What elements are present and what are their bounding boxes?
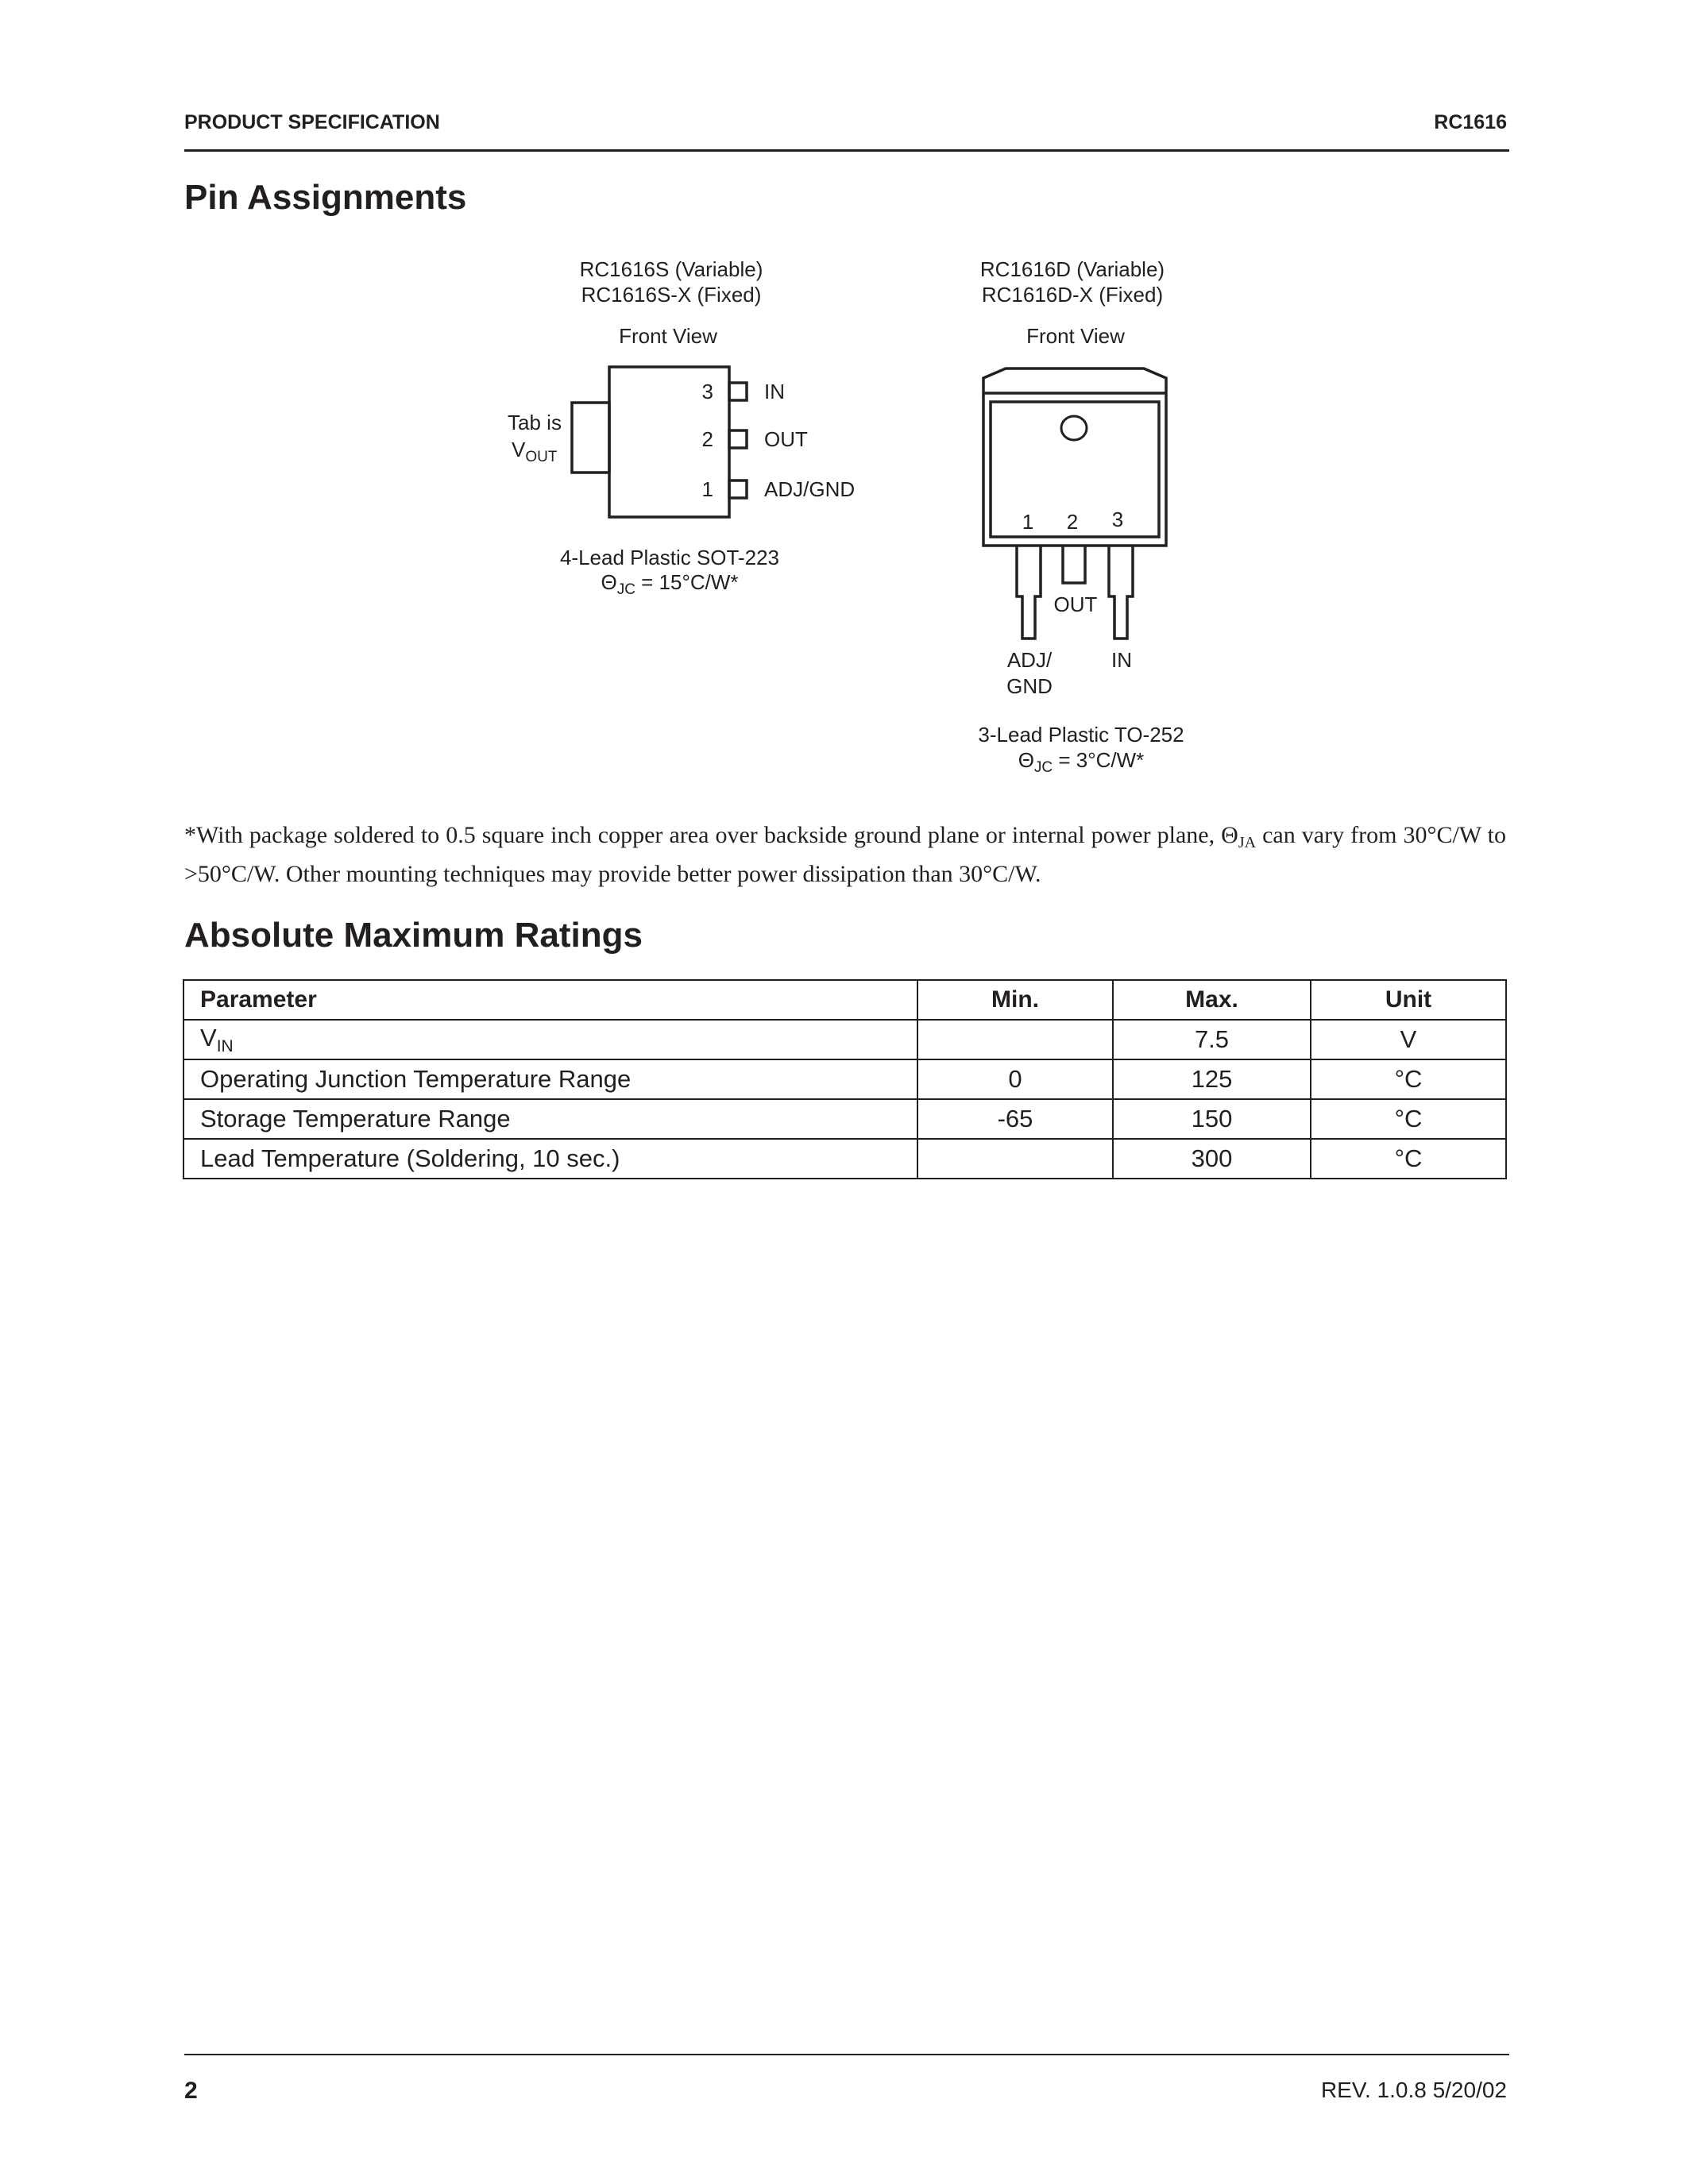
sot223-variant-label: RC1616S (Variable) — [579, 257, 763, 281]
min-cell: -65 — [917, 1099, 1113, 1139]
max-cell: 7.5 — [1113, 1020, 1311, 1059]
unit-cell: °C — [1311, 1099, 1506, 1139]
unit-cell: °C — [1311, 1059, 1506, 1099]
max-cell: 300 — [1113, 1139, 1311, 1179]
to252-lead-3 — [1109, 546, 1133, 639]
tab-vout-label: $V_{OUT}$ — [512, 438, 558, 465]
max-cell: 125 — [1113, 1059, 1311, 1099]
table-row — [183, 1059, 1506, 1099]
pin-number: 1 — [701, 477, 713, 501]
to252-variant-label: RC1616D (Variable) — [979, 257, 1165, 281]
min-cell — [917, 1020, 1113, 1059]
min-cell — [917, 1139, 1113, 1179]
param-cell: Lead Temperature (Soldering, 10 sec.) — [183, 1139, 917, 1179]
column-header: Min. — [917, 980, 1113, 1020]
param-cell: Storage Temperature Range — [183, 1099, 917, 1139]
header-title: PRODUCT SPECIFICATION — [184, 111, 440, 133]
min-cell: 0 — [917, 1059, 1113, 1099]
pin-diagrams — [0, 0, 1688, 794]
sot223-fixed-label: RC1616S-X (Fixed) — [581, 283, 762, 307]
pin-number: 2 — [701, 427, 713, 451]
pin-label: ADJ/GND — [764, 477, 856, 501]
tab-label: Tab is — [508, 411, 562, 434]
sot223-view-label: Front View — [619, 324, 717, 348]
page-number: 2 — [184, 2078, 198, 2104]
sot223-package-label: 4-Lead Plastic SOT-223 — [559, 546, 780, 569]
pin-label: OUT — [764, 427, 808, 451]
footnote: *With package soldered to 0.5 square inch copper area over backside ground plane or internal power plane, $\Theta_{JA}$ can vary from 30°C/W to >50°C/W. Other mounting techniques may provide better power dissipation than 30°C/W. — [184, 822, 1506, 887]
ratings-title: Absolute Maximum Ratings — [184, 916, 643, 955]
column-header: Unit — [1311, 980, 1506, 1020]
sot223-diagram — [508, 257, 855, 598]
pin-number: 2 — [1066, 510, 1079, 534]
to252-package-label: 3-Lead Plastic TO-252 — [978, 723, 1184, 747]
unit-cell: °C — [1311, 1139, 1506, 1179]
ratings-table — [183, 979, 1507, 1179]
pin-assignments-title: Pin Assignments — [184, 178, 467, 217]
revision-label: REV. 1.0.8 5/20/02 — [1320, 2078, 1507, 2102]
pin-number: 1 — [1022, 510, 1034, 534]
column-header: Max. — [1113, 980, 1311, 1020]
sot223-pin1 — [729, 480, 747, 498]
table-row — [183, 1020, 1506, 1059]
to252-mounting-hole — [1061, 416, 1087, 440]
max-cell: 150 — [1113, 1099, 1311, 1139]
out-label: OUT — [1053, 592, 1098, 616]
adj-label: ADJ/ — [1006, 648, 1053, 672]
param-cell: $V_{IN}$ — [183, 1020, 917, 1059]
to252-lead-1 — [1017, 546, 1041, 639]
header-part-number: RC1616 — [1434, 111, 1507, 133]
pin-number: 3 — [701, 380, 713, 403]
sot223-pin2 — [729, 430, 747, 448]
in-label: IN — [1111, 648, 1132, 672]
to252-diagram — [978, 257, 1184, 776]
pin-number: 3 — [1111, 507, 1124, 531]
to252-lead-2 — [1063, 546, 1085, 583]
table-row — [183, 1139, 1506, 1179]
to252-view-label: Front View — [1026, 324, 1125, 348]
param-cell: Operating Junction Temperature Range — [183, 1059, 917, 1099]
pin-label: IN — [764, 380, 785, 403]
sot223-pin3 — [729, 383, 747, 400]
unit-cell: V — [1311, 1020, 1506, 1059]
table-header-row — [183, 980, 1506, 1020]
to252-theta-label: $\Theta_{JC} = 3^\circ C/W*$ — [1018, 748, 1145, 776]
column-header: Parameter — [183, 980, 917, 1020]
gnd-label: GND — [1006, 674, 1053, 698]
footer-rule — [184, 2054, 1509, 2055]
table-row — [183, 1099, 1506, 1139]
sot223-tab — [572, 403, 609, 473]
to252-fixed-label: RC1616D-X (Fixed) — [981, 283, 1164, 307]
sot223-theta-label: $\Theta_{JC} = 15^\circ C/W*$ — [601, 570, 739, 598]
